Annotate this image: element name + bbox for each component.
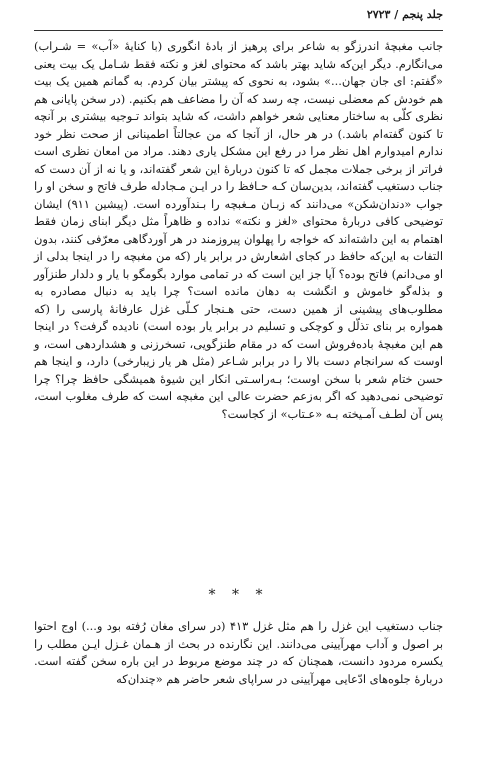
paragraph-text: جناب دستغیب این غزل را هم مثل غزل ۴۱۳ (در سرای مغان رُفته بود و...) اوج احتوا بر اصول و آداب مهرآیینی می‌دانند. این نگارنده در بحث از هـمان غـزل ایـن مطلب را یکسره مردود دانست، همچنان که در چند موضع مربوط در این باره سخن گفته است. دربارهٔ جلوه‌های ادّعایی مهرآیینی در سراپای شعر حاضر هم «چندان‌که <box>34 619 443 686</box>
section-separator: * * * <box>208 587 269 603</box>
header-rule <box>34 30 443 31</box>
body-paragraph-2 <box>34 618 443 688</box>
running-header: جلد پنجم / ۲۷۲۳ <box>366 8 443 21</box>
body-paragraph-1 <box>34 38 443 423</box>
paragraph-text: جانب مغبچهٔ اندرزگو به شاعر برای پرهیز از بادهٔ انگوری (با کنایهٔ «آب» = شـراب) می‌انگارم. دیگر این‌که شاید بهتر باشد که محتوای لغز و نکته فقط شـامل یک بیت یعنی «گفتم: ای جان جهان...» بشود، به نحوی که پیشتر بیان کردم. به گمانم همین یک بیت هم خودش کم معضلی نیست، چه رسد که آن را مضاعف هم بکنیم. (در سخن پایانی هم نظری کلّی به ساختار معنایی شعر خواهم داشت، که شاید بتواند تـوجیه بیشتری بر آنچه تا کنون گفته‌ام باشد.) در هر حال، از آنجا که من عجالتاً اطمینانی از صحت نظر خود ندارم امیدوارم اهل نظر مرا در رفع این مشکل یاری دهند. مراد من امعان نظری است فراتر از برخی جملات مجمل که تا کنون دربارهٔ این شعر گفته‌اند، و یا نه از آن دست که جناب دستغیب گفته‌اند، بدین‌سان کـه حـافظ را در ایـن مـجادله طرف فاتح و سخن او را جواب «دندان‌شکن» می‌دانند که زبـان مـغبچه را بـند‌آورده است. (پیشین ۹۱۱) ایشان توضیحی کافی دربارهٔ محتوای «لغز و نکته» نداده و ظاهراً مثل دیگر ابنای زمان فقط اهتمام به این داشته‌اند که خواجه را پهلوان پیروزمند در هر آوردگاهی معرّفی کنند، بدون التفات به این‌که حافظ در کجای اشعارش در برابر یار (که من مغبچه را در اینجا بدلی از او می‌دانم) فاتح بوده؟ آیا جز این است که در تمامی موارد بگومگو با یار و دلدار طنزآور و بذله‌گو خاموش و انگشت به دهان مانده است؟ چرا باید به دنبال مصادره به مطلوب‌های پیشینی از همین دست، حتی هـنجار کـلّی غزل عارفانهٔ پارسی را (که همواره بر بنای تذلّل و کوچکی و تسلیم در برابر یار بوده است) نادیده گرفت؟ در اینجا هم این مغبچهٔ باده‌فروش است که در مقام طنزگویی، تسخرزنی و هشداردهی است، و اوست که سرانجام دست بالا را در برابر شـاعر (مثل هر یار زیبارخی) دارد، و اینجا هم حسن ختام شعر با سخن اوست؛ بـه‌راسـتی انکار این شیوهٔ همیشگی حافظ چرا؟ چرا توضیحی نمی‌دهید که اگر به‌زعم حضرت عالی این مغبچه است که طرف مغلوب است، پس آن لطـف آمـیخته بـه «عـتاب» از کجاست؟ <box>34 39 443 421</box>
